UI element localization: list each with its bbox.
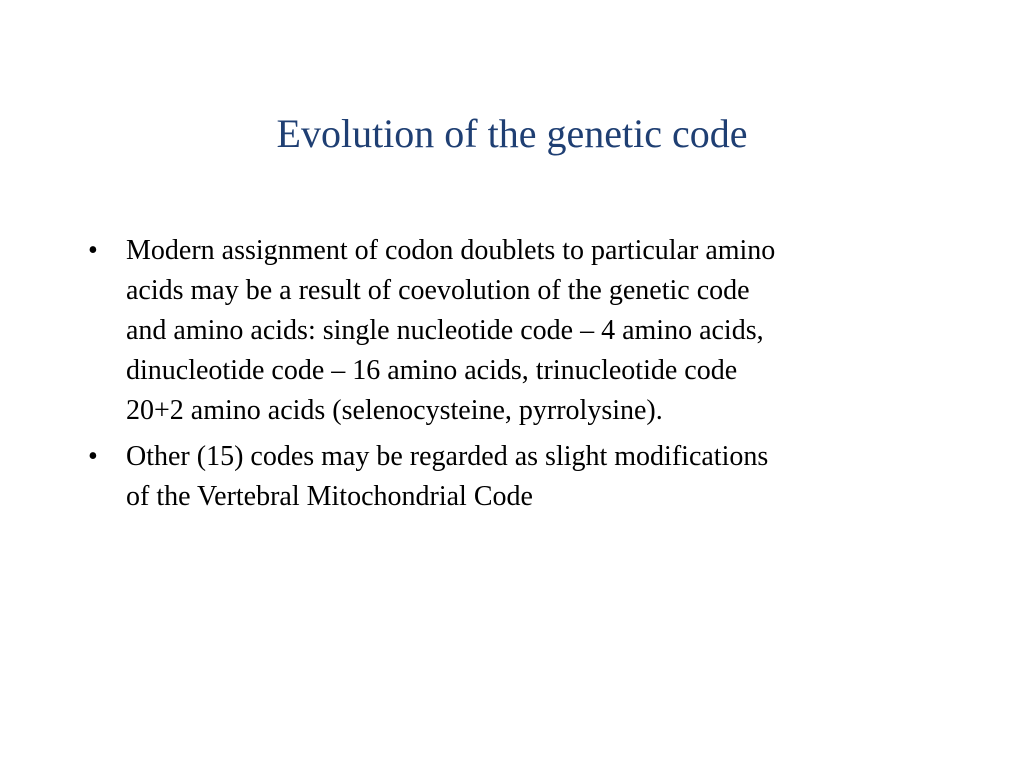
bullet-marker: • xyxy=(88,235,98,266)
bullet-list xyxy=(88,231,938,523)
bullet-text: Other (15) codes may be regarded as slight modifications of the Vertebral Mitochondrial Code xyxy=(126,441,769,512)
bullet-text: Modern assignment of codon doublets to particular amino acids may be a result of coevolution of the genetic code and amino acids: single nucleotide code – 4 amino acids, dinucleotide code – 16 amino acids, trinucleotide code 20+2 amino acids (selenocysteine, pyrrolysine). xyxy=(126,235,776,426)
bullet-marker: • xyxy=(88,441,98,472)
bullet-item xyxy=(88,231,938,431)
bullet-item xyxy=(88,437,938,517)
slide-title: Evolution of the genetic code xyxy=(276,111,748,156)
